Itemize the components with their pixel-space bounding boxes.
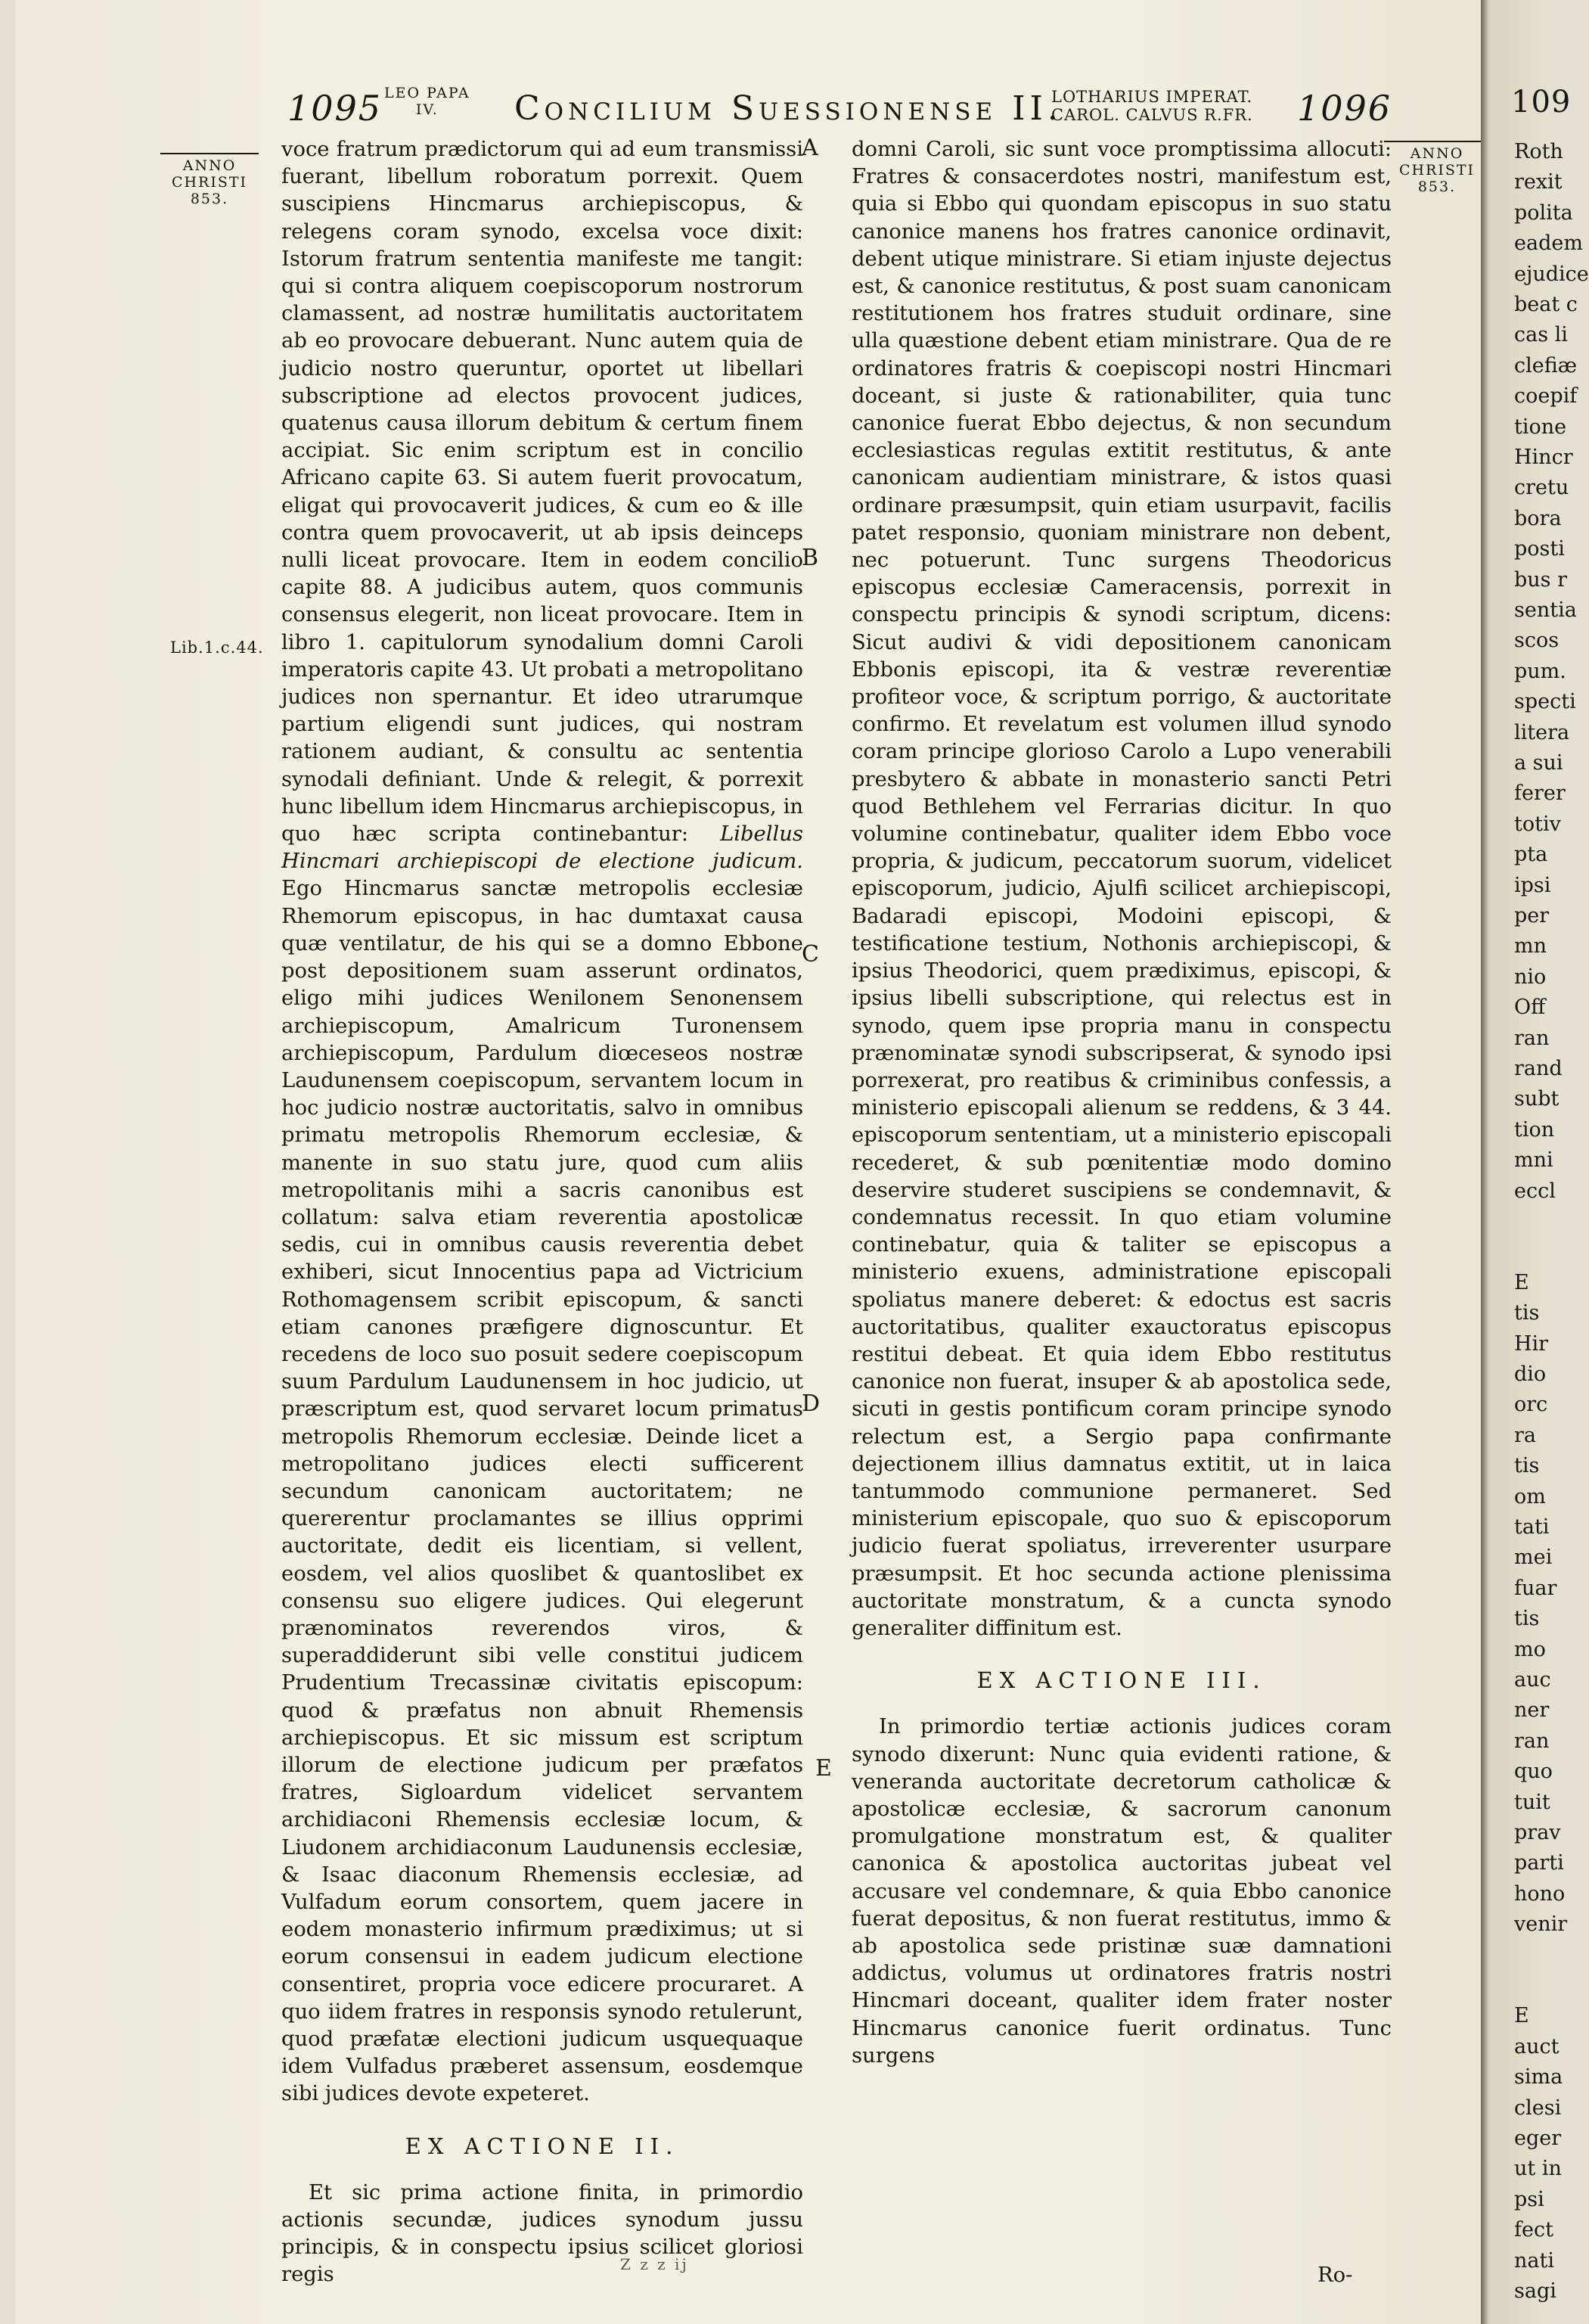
next-page-fragment: rand: [1514, 1057, 1563, 1080]
signature-mark: Z z z ij: [620, 2255, 689, 2273]
next-page-fragment: psi: [1514, 2187, 1544, 2211]
next-page-fragment: nati: [1514, 2248, 1554, 2273]
page-number-right: 1096: [1297, 88, 1392, 129]
next-page-fragment: per: [1514, 904, 1550, 927]
side-reference: Lib.1.c.44.: [170, 638, 264, 657]
section-heading-actio-3: EX ACTIONE III.: [976, 1667, 1267, 1694]
next-page-fragment: tis: [1514, 1454, 1540, 1478]
next-page-fragment: polita: [1514, 200, 1573, 225]
margin-date-right: ANNO CHRISTI 853.: [1384, 141, 1490, 195]
next-page-fragment: auc: [1514, 1668, 1551, 1692]
next-page-fragment: nio: [1514, 965, 1547, 989]
section-letter-e: E: [815, 1755, 832, 1782]
next-page-fragment: specti: [1514, 690, 1576, 714]
next-page-fragment: Hir: [1514, 1331, 1549, 1356]
next-page-fragment: sagi: [1514, 2279, 1556, 2303]
next-page-fragment: quo: [1514, 1760, 1553, 1784]
next-page-fragment: cretu: [1514, 476, 1569, 500]
next-page-fragment: totiv: [1514, 812, 1561, 836]
next-page-fragment: sima: [1514, 2065, 1563, 2089]
next-page-fragment: subt: [1514, 1087, 1560, 1111]
next-page-fragment: Hincr: [1514, 446, 1573, 469]
next-page-fragment: ut in: [1514, 2157, 1562, 2181]
paragraph: voce fratrum prædictorum qui ad eum transmissi fuerant, libellum roboratum porrexit. Quem suscipiens Hincmarus archiepiscopus, & relegens coram synodo, excelsa voce dixit: Istorum fratrum sententia manifeste me tangit: qui si contra aliquem coepiscoporum nostrorum clamassent, ad nostræ humilitatis auctoritatem ab eo provocare debuerant. Nunc autem quia de judicio nostro queruntur, oportet ut libellari subscriptione ad electos provocent judices, quatenus causa illorum debitum & certum finem accipiat. Sic enim scriptum est in concilio Africano capite 63. Si autem fuerit provocatum, eligat qui provocaverit judices, & cum eo & ille contra quem provocaverit, ut ab ipsis deinceps nulli liceat provocare. Item in eodem concilio capite 88. A judicibus autem, quos communis consensus elegerit, non liceat provocare. Item in libro 1. capitulorum synodalium domni Caroli imperatoris capite 43. Ut probati a metropolitano judices non spernantur. Et ideo utrarumque partium eligendi sunt judices, qui nostram rationem audiant, & consultu ac sententia synodali definiant. Unde & relegit, & porrexit hunc libellum idem Hincmarus archiepiscopus, in quo hæc scripta continebantur: Libellus Hincmari archiepiscopi de electione judicum. Ego Hincmarus sanctæ metropolis ecclesiæ Rhemorum episcopus, in hac dumtaxat causa quæ ventilatur, de his qui se a domno Ebbone post depositionem suam asserunt ordinatos, eligo mihi judices Wenilonem Senonensem archiepiscopum, Amalricum Turonensem archiepiscopum, Pardulum diœceseos nostræ Laudunensem coepiscopum, servantem locum in hoc judicio nostræ auctoritatis, salvo in omnibus primatu metropolis Rhemorum ecclesiæ, & manente in suo statu jure, quod cum aliis metropolitanis mihi a sacris canonibus est collatum: salva etiam reverentia apostolicæ sedis, cui in omnibus causis reverentia debet exhiberi, sicut Innocentius papa ad Victricium Rothomagensem scribit episcopum, & sancti etiam canones præfigere dignoscuntur. Et recedens de loco suo posuit sedere coepiscopum suum Pardulum Laudunensem in hoc judicio, ut præscriptum est, quod servaret locum primatus metropolis Rhemorum ecclesiæ. Deinde licet a metropolitano judices electi sufficerent secundum canonicam auctoritatem; ne quererentur proclamantes se illius opprimi auctoritate, dedit eis licentiam, si vellent, eosdem, vel alios quoslibet & quantoslibet ex consensu suo eligere judices. Qui elegerunt prænominatos reverendos viros, & superaddiderunt sibi velle constitui judicem Prudentium Trecassinæ civitatis episcopum: quod & præfatus non abnuit Rhemensis archiepiscopus. Et sic missum est scriptum illorum de electione judicum per præfatos fratres, Sigloardum videlicet servantem archidiaconi Rhemensis ecclesiæ locum, & Liudonem archidiaconum Laudunensis ecclesiæ, & Isaac diaconum Rhemensis ecclesiæ, ad Vulfadum eorum consortem, quem jacere in eodem monasterio infirmum prædiximus; ut si eorum consensui in eadem judicum electione consentiret, propria voce edicere procuraret. A quo iidem fratres in responsis synodo retulerunt, quod præfatæ electioni judicum usquequaque idem Vulfadus præberet assensum, eosdemque sibi judices devote expeteret.: [281, 138, 803, 2106]
next-page-fragment: mo: [1514, 1637, 1546, 1661]
running-header: [287, 85, 1437, 138]
next-page-fragment: rexit: [1514, 170, 1563, 194]
next-page-fragment: litera: [1514, 720, 1570, 744]
next-page-fragment: a sui: [1514, 751, 1563, 775]
next-page-fragment: clefiæ: [1514, 353, 1578, 377]
margin-date-left: ANNO CHRISTI 853.: [160, 153, 259, 207]
next-page-fragment: prav: [1514, 1821, 1561, 1844]
next-page-fragment: tati: [1514, 1515, 1550, 1539]
next-page-fragment: tis: [1514, 1607, 1540, 1631]
next-page-fragment: ran: [1514, 1729, 1550, 1753]
section-letter-d: D: [802, 1390, 821, 1417]
next-page-fragment: ner: [1514, 1698, 1550, 1723]
book-page: [15, 0, 1486, 2324]
paragraph: Et sic prima actione finita, in primordio actionis secundæ, judices synodum jussu principis, & in conspectu ipsius scilicet gloriosi regis: [281, 2180, 803, 2287]
next-page-fragment: auct: [1514, 2034, 1560, 2058]
next-page-fragment: eadem: [1514, 231, 1583, 256]
text-column-right: [852, 136, 1392, 2070]
next-page-fragment: E: [1514, 2004, 1529, 2028]
next-page-fragment: eccl: [1514, 1179, 1556, 1203]
paragraph: domni Caroli, sic sunt voce promptissima allocuti: Fratres & consacerdotes nostri, manifestum est, quia si Ebbo qui quondam episcopus in suo statu canonice manens hos fratres canonice ordinavit, debent utique ministrare. Si etiam injuste dejectus est, & canonice restitutus, & post suam canonicam restitutionem hos fratres studuit ordinare, sine ulla quæstione debent etiam ministrare. Qua de re ordinatores fratris & coepiscopi nostri Hincmari doceant, si juste & rationabiliter, quia tunc canonice fuerat Ebbo dejectus, & non secundum ecclesiasticas regulas extitit restitutus, & ante canonicam audientiam ministrare, & istos quasi ordinare præsumpsit, quin etiam usurpavit, facilis patet responsio, quoniam ministrare non debent, nec potuerunt. Tunc surgens Theodoricus episcopus ecclesiæ Cameracensis, porrexit in conspectu principis & synodi scriptum, dicens: Sicut audivi & vidi depositionem canonicam Ebbonis episcopi, ita & vestræ reverentiæ profiteor voce, & scriptum porrigo, & auctoritate confirmo. Et revelatum est volumen illud synodo coram principe glorioso Carolo a Lupo venerabili presbytero & abbate in monasterio sancti Petri quod Bethlehem vel Ferrarias dicitur. In quo volumine continebatur, qualiter idem Ebbo voce propria, & judicum, peccatorum suorum, videlicet episcoporum, judicio, Ajulfi scilicet archiepiscopi, Badaradi episcopi, Modoini episcopi, & testificatione testium, Nothonis archiepiscopi, & ipsius Theodorici, quem prædiximus, episcopi, & ipsius libelli subscriptione, qui relectus est in synodo, quem ipse propria manu in conspectu prænominatæ synodi subscripserat, & synodo ipsi porrexerat, pro reatibus & criminibus confessis, a ministerio episcopali alienum se reddens, & 3 44. episcoporum sententiam, ut a ministerio episcopali recederet, & sub pœnitentiæ modo domino deservire studeret suscipiens se condemnavit, & condemnatus recessit. In quo etiam volumine continebatur, quia & taliter se episcopus a ministerio exuens, administratione episcopali spoliatus manere deberet: & edoctus est sacris auctoritatibus, qualiter exauctoratus episcopus restitui debeat. Et quia idem Ebbo restitutus canonice non fuerat, insuper & ab apostolica sede, sicuti in gestis pontificum coram principe synodo relectum est, a Sergio papa confirmante dejectionem illius damnatus extitit, ut in laica tantummodo communione permaneret. Sed ministerium episcopale, quo suo & episcoporum judicio fuerat spoliatus, irreverenter usurpare præsumpsit. Et hoc secunda actione plenissima auctoritate monstratum, & a cuncta synodo generaliter diffinitum est.: [852, 138, 1392, 1640]
next-page-fragment: bora: [1514, 506, 1562, 530]
next-page-fragment: fect: [1514, 2218, 1553, 2242]
next-page-fragment: pta: [1514, 843, 1548, 867]
next-page-fragment: mn: [1514, 934, 1547, 958]
next-page-fragment: mei: [1514, 1546, 1553, 1570]
next-page-fragment: coepif: [1514, 384, 1578, 409]
running-head-right: LOTHARIUS IMPERAT. CAROL. CALVUS R.FR.: [1051, 88, 1253, 124]
next-page-fragment: ra: [1514, 1423, 1537, 1447]
section-letter-c: C: [802, 941, 819, 968]
next-page-fragment: orc: [1514, 1393, 1548, 1417]
catchword: Ro-: [1317, 2263, 1353, 2287]
running-head-left: LEO PAPA IV.: [384, 85, 470, 118]
next-page-fragment: Off: [1514, 996, 1546, 1020]
next-page-fragment: ran: [1514, 1026, 1550, 1050]
next-page-fragment: posti: [1514, 537, 1565, 561]
next-page-fragment: bus r: [1514, 567, 1568, 592]
next-page-fragment: pum.: [1514, 659, 1566, 683]
next-page-fragment: tion: [1514, 1117, 1555, 1142]
next-page-fragment: dio: [1514, 1362, 1547, 1386]
next-page-fragment: tis: [1514, 1301, 1540, 1325]
text-column-left: [281, 136, 803, 2289]
next-page-fragment: Roth: [1514, 140, 1563, 163]
next-page-fragment: tuit: [1514, 1790, 1550, 1814]
page-number-left: 1095: [287, 88, 383, 129]
next-page-fragment: venir: [1514, 1912, 1568, 1937]
next-page-fragment: om: [1514, 1484, 1546, 1508]
next-page-fragment: hono: [1514, 1881, 1566, 1906]
paragraph: In primordio tertiæ actionis judices coram synodo dixerunt: Nunc quia evidenti ratione, & veneranda auctoritate decretorum catholicæ & apostolicæ ecclesiæ, & sacrorum canonum promulgatione monstratum est, & qualiter canonica & apostolica auctoritas jubeat vel accusare vel condemnare, & quia Ebbo canonice fuerat depositus, & non fuerat restitutus, immo & ab apostolica sede pristinæ suæ damnationi addictus, volumus ut ordinatores fratris nostri Hincmari doceant, qualiter idem frater noster Hincmarus canonice fuerit ordinatus. Tunc surgens: [852, 1715, 1392, 2068]
section-heading-actio-2: EX ACTIONE II.: [405, 2133, 680, 2159]
next-page-fragment: E: [1514, 1270, 1529, 1294]
next-page-fragment: scos: [1514, 629, 1560, 653]
next-page-fragment: cas li: [1514, 323, 1568, 347]
next-page-fragment: beat c: [1514, 293, 1578, 316]
running-title: Concilium Suessionense II.: [514, 89, 1063, 128]
next-page-edge: [1481, 0, 1589, 2324]
next-page-fragment: ferer: [1514, 781, 1566, 806]
next-page-fragment: sentia: [1514, 598, 1577, 622]
next-page-fragment: clesi: [1514, 2096, 1562, 2120]
next-page-number: 109: [1511, 85, 1572, 120]
next-page-fragment: fuar: [1514, 1576, 1557, 1600]
italic-title: Libellus Hincmari archiepiscopi de electione judicum.: [281, 822, 803, 874]
next-page-fragment: tione: [1514, 415, 1567, 439]
section-letter-a: A: [802, 135, 818, 161]
next-page-fragment: eger: [1514, 2127, 1562, 2150]
next-page-fragment: ejudice: [1514, 262, 1589, 286]
next-page-fragment: ipsi: [1514, 873, 1551, 897]
section-letter-b: B: [802, 545, 819, 571]
next-page-fragment: mni: [1514, 1148, 1553, 1173]
next-page-fragment: parti: [1514, 1851, 1564, 1875]
